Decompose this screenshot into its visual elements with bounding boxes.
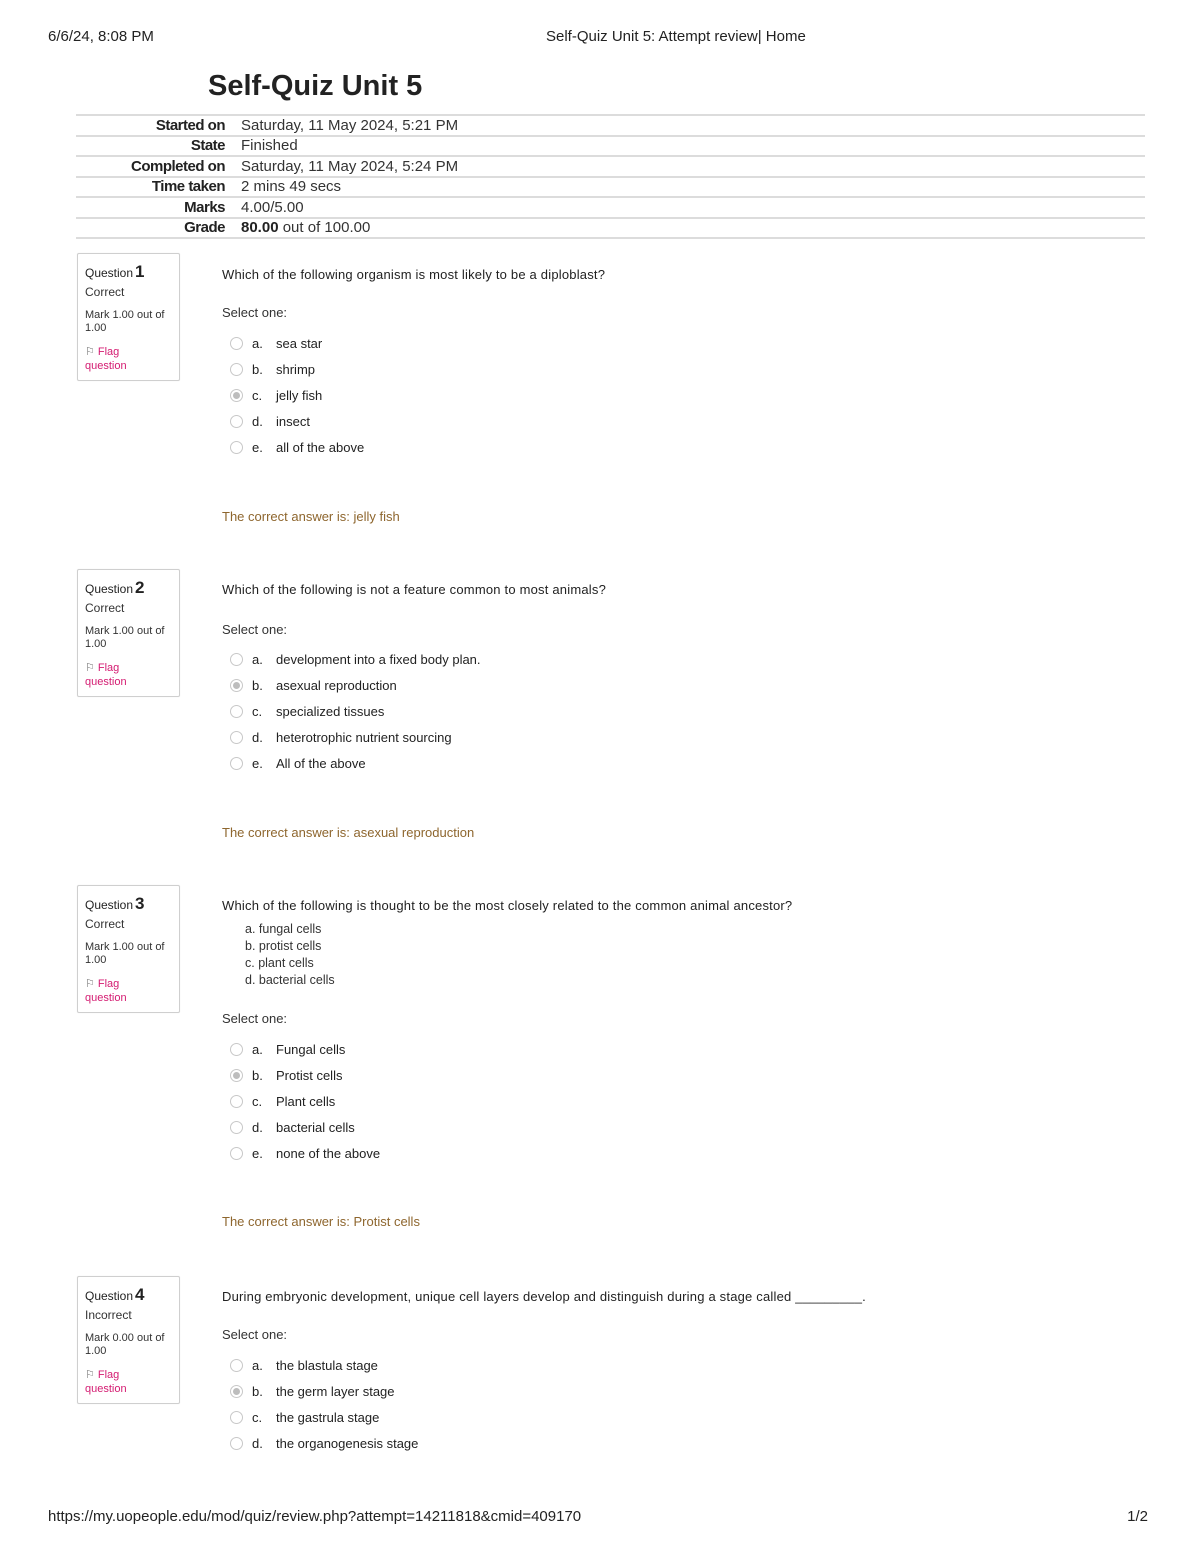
grade-out-of: out of 100.00 [282, 219, 371, 237]
radio-button[interactable] [230, 415, 243, 428]
summary-value: Saturday, 11 May 2024, 5:21 PM [241, 116, 459, 134]
answer-option[interactable]: d. insect [230, 408, 364, 434]
question-grade: Mark 0.00 out of 1.00 [85, 1332, 165, 1357]
question-number: Question 1 [85, 262, 145, 281]
select-one-prompt: Select one: [222, 305, 288, 320]
answer-option[interactable]: c. specialized tissues [230, 698, 481, 724]
sublist-item: b. protist cells [245, 939, 322, 953]
page-number: 1/2 [1127, 1508, 1148, 1525]
answer-option[interactable]: e. none of the above [230, 1140, 380, 1166]
summary-row-time-taken [76, 178, 1145, 199]
print-url: https://my.uopeople.edu/mod/quiz/review.php?attempt=14211818&cmid=409170 [48, 1508, 582, 1525]
radio-button[interactable] [230, 1147, 243, 1160]
question-info-4 [77, 1276, 180, 1404]
grade-score: 80.00 [241, 219, 279, 237]
question-grade: Mark 1.00 out of 1.00 [85, 625, 165, 650]
answer-options [230, 330, 364, 460]
radio-button-selected[interactable] [230, 389, 243, 402]
answer-option[interactable]: e. All of the above [230, 750, 481, 776]
answer-options [230, 646, 481, 776]
radio-button[interactable] [230, 363, 243, 376]
select-one-prompt: Select one: [222, 1011, 288, 1026]
answer-option[interactable]: b. asexual reproduction [230, 672, 481, 698]
correct-answer-feedback: The correct answer is: jelly fish [222, 509, 400, 524]
print-date: 6/6/24, 8:08 PM [48, 28, 154, 45]
radio-button[interactable] [230, 1411, 243, 1424]
radio-button[interactable] [230, 1437, 243, 1450]
question-number: Question 4 [85, 1285, 145, 1304]
answer-option[interactable]: c. jelly fish [230, 382, 364, 408]
question-state: Correct [85, 285, 125, 299]
radio-button[interactable] [230, 441, 243, 454]
summary-label: State [190, 137, 225, 155]
flag-question-link[interactable]: ⚐ Flag question [85, 662, 127, 688]
answer-option[interactable]: d. heterotrophic nutrient sourcing [230, 724, 481, 750]
radio-button-selected[interactable] [230, 679, 243, 692]
answer-option[interactable]: e. all of the above [230, 434, 364, 460]
answer-options [230, 1352, 418, 1456]
question-info-1 [77, 253, 180, 381]
answer-option[interactable]: c. Plant cells [230, 1088, 380, 1114]
print-page-title: Self-Quiz Unit 5: Attempt review| Home [546, 28, 806, 45]
summary-label: Started on [155, 116, 225, 134]
radio-button[interactable] [230, 757, 243, 770]
answer-option[interactable]: a. development into a fixed body plan. [230, 646, 481, 672]
flag-question-link[interactable]: ⚐ Flag question [85, 978, 127, 1004]
question-text: During embryonic development, unique cell layers develop and distinguish during a stage called _________. [222, 1289, 866, 1304]
sublist-item: d. bacterial cells [245, 973, 335, 987]
question-state: Correct [85, 917, 125, 931]
summary-row-started [76, 116, 1145, 137]
question-state: Incorrect [85, 1308, 132, 1322]
radio-button[interactable] [230, 1043, 243, 1056]
answer-options [230, 1036, 380, 1166]
radio-button[interactable] [230, 1121, 243, 1134]
answer-option[interactable]: a. Fungal cells [230, 1036, 380, 1062]
answer-option[interactable]: a. the blastula stage [230, 1352, 418, 1378]
radio-button[interactable] [230, 1359, 243, 1372]
summary-label: Grade [184, 219, 225, 237]
answer-option[interactable]: d. the organogenesis stage [230, 1430, 418, 1456]
question-grade: Mark 1.00 out of 1.00 [85, 941, 165, 966]
radio-button[interactable] [230, 337, 243, 350]
radio-button-selected[interactable] [230, 1385, 243, 1398]
summary-row-completed [76, 157, 1145, 178]
flag-icon: ⚐ [85, 346, 95, 358]
question-grade: Mark 1.00 out of 1.00 [85, 309, 165, 334]
flag-icon: ⚐ [85, 1369, 95, 1381]
answer-option[interactable]: b. shrimp [230, 356, 364, 382]
question-info-2 [77, 569, 180, 697]
sublist-item: c. plant cells [245, 956, 314, 970]
flag-icon: ⚐ [85, 662, 95, 674]
radio-button[interactable] [230, 1095, 243, 1108]
summary-value [225, 219, 370, 236]
question-number: Question 2 [85, 578, 145, 597]
answer-option[interactable]: d. bacterial cells [230, 1114, 380, 1140]
summary-label: Marks [184, 198, 225, 216]
summary-label: Completed on [131, 157, 225, 175]
radio-button[interactable] [230, 731, 243, 744]
select-one-prompt: Select one: [222, 622, 288, 637]
flag-icon: ⚐ [85, 978, 95, 990]
radio-button[interactable] [230, 653, 243, 666]
question-number: Question 3 [85, 894, 145, 913]
question-text: Which of the following is thought to be the most closely related to the common animal ancestor? [222, 898, 793, 913]
summary-value: 4.00/5.00 [241, 198, 304, 216]
attempt-summary-table [76, 114, 1145, 239]
radio-button[interactable] [230, 705, 243, 718]
select-one-prompt: Select one: [222, 1327, 288, 1342]
page-title: Self-Quiz Unit 5 [208, 70, 423, 102]
summary-value: 2 mins 49 secs [241, 178, 342, 196]
correct-answer-feedback: The correct answer is: Protist cells [222, 1214, 420, 1229]
question-text: Which of the following is not a feature common to most animals? [222, 582, 606, 597]
summary-row-marks [76, 198, 1145, 219]
answer-option[interactable]: a. sea star [230, 330, 364, 356]
question-info-3 [77, 885, 180, 1013]
correct-answer-feedback: The correct answer is: asexual reproduction [222, 825, 475, 840]
question-sublist [245, 921, 335, 989]
summary-label: Time taken [151, 178, 225, 196]
answer-option[interactable]: b. Protist cells [230, 1062, 380, 1088]
radio-button-selected[interactable] [230, 1069, 243, 1082]
flag-question-link[interactable]: ⚐ Flag question [85, 346, 127, 372]
answer-option[interactable]: b. the germ layer stage [230, 1378, 418, 1404]
summary-value: Finished [241, 137, 298, 155]
summary-row-state [76, 137, 1145, 158]
question-state: Correct [85, 601, 125, 615]
summary-row-grade [76, 219, 1145, 240]
sublist-item: a. fungal cells [245, 922, 322, 936]
flag-question-link[interactable]: ⚐ Flag question [85, 1369, 127, 1395]
answer-option[interactable]: c. the gastrula stage [230, 1404, 418, 1430]
question-text: Which of the following organism is most likely to be a diploblast? [222, 267, 606, 282]
summary-value: Saturday, 11 May 2024, 5:24 PM [241, 157, 459, 175]
